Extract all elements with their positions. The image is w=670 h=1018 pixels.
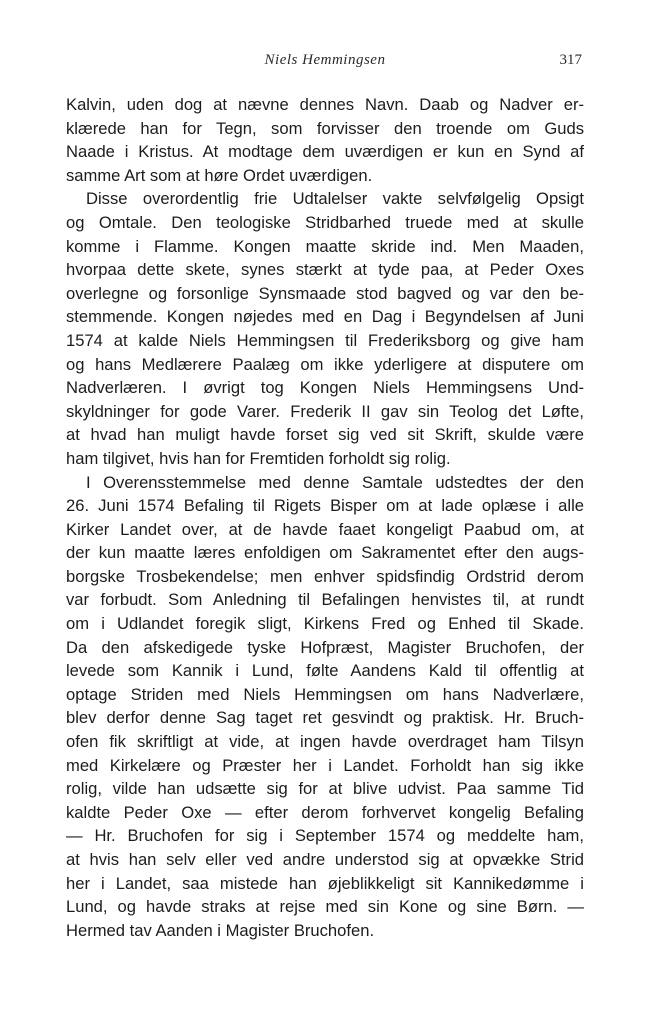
text-line: og Omtale. Den teologiske Stridbarhed truede med at skulle	[66, 212, 584, 232]
page-number: 317	[559, 52, 582, 68]
text-line: med Kirkelære og Præster her i Landet. Forholdt han sig ikke	[66, 755, 584, 775]
text-line: — Hr. Bruchofen for sig i September 1574 og meddelte ham,	[66, 826, 584, 846]
text-line: skyldninger for gode Varer. Frederik II gav sin Teolog det Løfte,	[66, 401, 584, 421]
text-line: blev derfor denne Sag taget ret gesvindt og praktisk. Hr. Bruch-	[66, 708, 584, 728]
text-line: om i Udlandet foregik sligt, Kirkens Fred og Enhed til Skade.	[66, 614, 584, 634]
text-line: 1574 at kalde Niels Hemmingsen til Frederiksborg og give ham	[66, 330, 584, 350]
text-line: her i Landet, saa mistede han øjeblikkeligt sit Kannikedømme i	[66, 873, 584, 893]
text-line: I Overensstemmelse med denne Samtale udstedtes der den	[86, 472, 584, 492]
text-line: Kalvin, uden dog at nævne dennes Navn. Daab og Nadver er-	[66, 95, 584, 114]
text-line: kaldte Peder Oxe — efter derom forhvervet kongelig Befaling	[66, 802, 584, 822]
text-line: og hans Medlærere Paalæg om ikke yderligere at disputere om	[66, 354, 584, 374]
text-line: 26. Juni 1574 Befaling til Rigets Bisper om at lade oplæse i alle	[66, 496, 584, 516]
text-line: levede som Kannik i Lund, følte Aandens Kald til offentlig at	[66, 661, 584, 681]
text-line: Lund, og havde straks at rejse med sin Kone og sine Børn. —	[66, 897, 584, 917]
text-line: stemmende. Kongen nøjedes med en Dag i Begyndelsen af Juni	[66, 307, 584, 327]
text-line: hvorpaa dette skete, synes stærkt at tyde paa, at Peder Oxes	[66, 260, 584, 280]
running-title: Niels Hemmingsen	[264, 52, 386, 68]
text-line: optage Striden med Niels Hemmingsen om hans Nadverlære,	[66, 684, 584, 704]
text-line: komme i Flamme. Kongen maatte skride ind. Men Maaden,	[66, 236, 584, 256]
text-line: ham tilgivet, hvis han for Fremtiden forholdt sig rolig.	[66, 448, 451, 468]
page-header	[66, 52, 584, 74]
text-line: Nadverlæren. I øvrigt tog Kongen Niels Hemmingsens Und-	[66, 378, 584, 398]
text-line: rolig, vilde han udsætte sig for at blive udvist. Paa samme Tid	[66, 779, 584, 799]
text-line: var forbudt. Som Anledning til Befalingen henvistes til, at rundt	[66, 590, 584, 610]
text-line: klærede han for Tegn, som forvisser den troende om Guds	[66, 118, 584, 138]
text-line: Disse overordentlig frie Udtalelser vakte selvfølgelig Opsigt	[86, 189, 584, 209]
text-line: ofen fik skriftligt at vide, at ingen havde overdraget ham Tilsyn	[66, 732, 584, 752]
text-line: Naade i Kristus. At modtage dem uværdigen er kun en Synd af	[66, 142, 584, 162]
text-line: samme Art som at høre Ordet uværdigen.	[66, 165, 373, 185]
body-text	[66, 93, 584, 942]
text-line: borgske Trosbekendelse; men enhver spidsfindig Ordstrid derom	[66, 566, 584, 586]
text-line: Kirker Landet over, at de havde faaet kongeligt Paabud om, at	[66, 519, 584, 539]
text-line: der kun maatte læres enfoldigen om Sakramentet efter den augs-	[66, 543, 584, 563]
text-line: at hvad han muligt havde forset sig ved sit Skrift, skulde være	[66, 425, 584, 445]
text-line: at hvis han selv eller ved andre understod sig at opvække Strid	[66, 850, 584, 869]
text-line: Hermed tav Aanden i Magister Bruchofen.	[66, 920, 375, 940]
text-line: overlegne og forsonlige Synsmaade stod bagved og var den be-	[66, 283, 584, 303]
text-line: Da den afskedigede tyske Hofpræst, Magister Bruchofen, der	[66, 637, 584, 657]
